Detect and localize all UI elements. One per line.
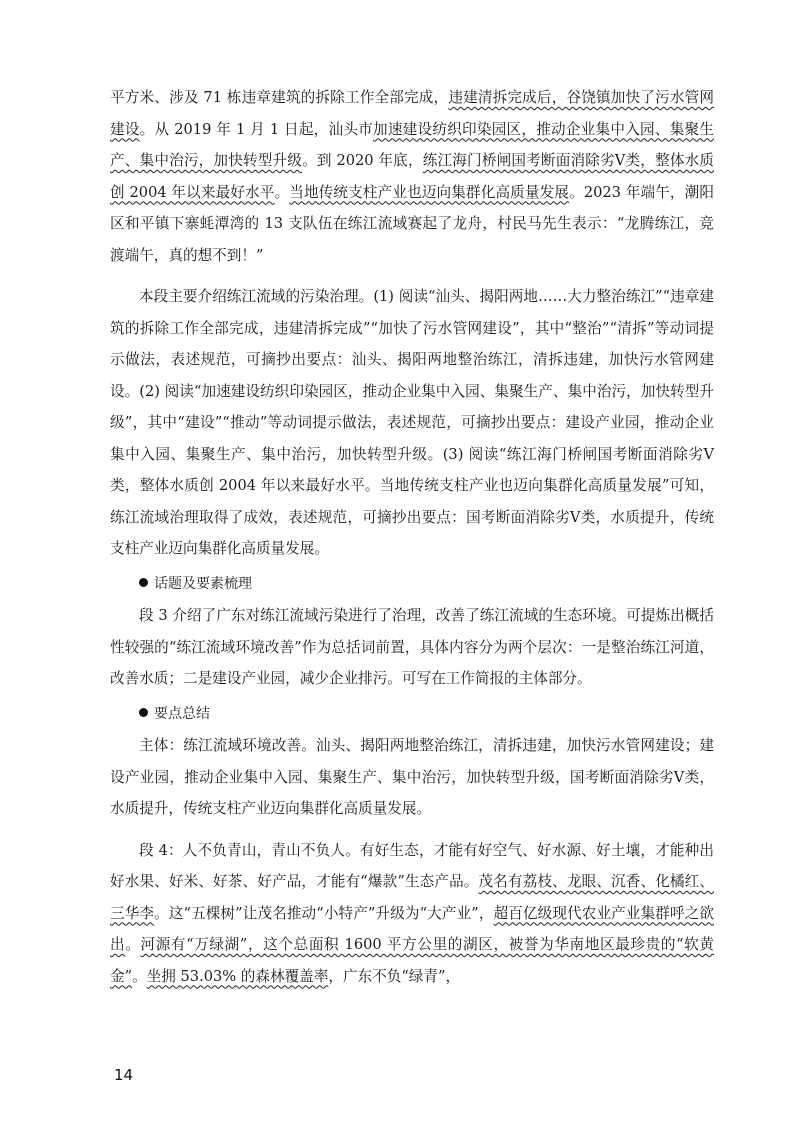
section-heading-topic: [110, 569, 714, 601]
text-run: 。从 2019 年 1 月 1 日起，汕头市: [139, 120, 374, 138]
heading-text: 话题及要素梳理: [154, 575, 252, 592]
summary-paragraph: 主体：练江流域环境改善。汕头、揭阳两地整治练江，清拆违建，加快污水管网建设；建设产业园，推动企业集中入园、集聚生产、集中治污，加快转型升级，国考断面消除劣Ⅴ类，水质提升，传统支柱产业迈向集群化高质量发展。: [110, 737, 714, 817]
text-run: ，广东不负“绿青”，: [328, 967, 461, 985]
text-run: 。: [132, 967, 147, 985]
bullet-dot-icon: [139, 578, 148, 587]
analysis-paragraph: 本段主要介绍练江流域的污染治理。(1) 阅读“汕头、揭阳两地……大力整治练江”“违章建筑的拆除工作全部完成，违建清拆完成”“加快了污水管网建设”，其中“整治”“清拆”等动词提示做法，表述规范，可摘抄出要点：汕头、揭阳两地整治练江，清拆违建，加快污水管网建设。(2) 阅读“加速建设纺织印染园区，推动企业集中入园、集聚生产、集中治污，加快转型升级”，其中“建设”“推动”等动词提示做法，表述规范，可摘抄出要点：建设产业园，推动企业集中入园、集聚生产、集中治污，加快转型升级。(3) 阅读“练江海门桥闸国考断面消除劣Ⅴ类，整体水质创 2004 年以来最好水平。当地传统支柱产业也迈向集群化高质量发展”可知，练江流域治理取得了成效，表述规范，可摘抄出要点：国考断面消除劣Ⅴ类，水质提升，传统支柱产业迈向集群化高质量发展。: [110, 288, 714, 557]
page-content: [110, 82, 714, 992]
text-run: 。: [125, 936, 141, 953]
text-run: 。到 2020 年底，: [302, 152, 423, 169]
text-run: 。这“五棵树”让茂名推动“小特产”升级为“大产业”，: [154, 904, 494, 922]
wavy-underlined-text: 茂名有荔枝、龙眼、沉香、化橘红、三华李: [110, 873, 714, 922]
page-number: 14: [114, 1066, 134, 1084]
wavy-underlined-text: 违建清拆完成后，谷饶镇加快了污水管网建设: [110, 89, 714, 138]
text-run: 平方米、涉及 71 栋违章建筑的拆除工作全部完成，: [110, 89, 449, 106]
section-heading-summary: [110, 699, 714, 731]
wavy-underlined-text: 坐拥 53.03% 的森林覆盖率: [146, 967, 329, 985]
text-run: 。: [274, 183, 290, 201]
bullet-dot-icon: [139, 708, 148, 717]
wavy-underlined-text: 加速建设纺织印染园区，推动企业集中入园、集聚生产、集中治污，加快转型升级: [110, 120, 714, 169]
paragraph-source-text-4: [110, 835, 714, 993]
text-run: 。2023 年端午，潮阳区和平镇下寨蚝潭湾的 13 支队伍在练江流域赛起了龙舟，村民马先生表示：“龙腾练江，竞渡端午，真的想不到！”: [110, 183, 714, 264]
wavy-underlined-text: 当地传统支柱产业也迈向集群化高质量发展: [289, 183, 570, 201]
topic-paragraph: 段 3 介绍了广东对练江流域污染进行了治理，改善了练江流域的生态环境。可提炼出概括性较强的“练江流域环境改善”作为总括词前置，具体内容分为两个层次：一是整治练江河道，改善水质；二是建设产业园，减少企业排污。可写在工作简报的主体部分。: [110, 607, 714, 687]
heading-text: 要点总结: [154, 705, 210, 722]
text-run: 段 4：人不负青山，青山不负人。有好生态，才能有好空气、好水源、好土壤，才能种出好水果、好米、好茶、好产品，才能有“爆款”生态产品。: [110, 841, 714, 890]
wavy-underlined-text: 河源有“万绿湖”，这个总面积 1600 平方公里的湖区，被誉为华南地区最珍贵的“软黄金”: [110, 936, 714, 985]
paragraph-source-text-3: [110, 82, 714, 271]
wavy-underlined-text: 练江海门桥闸国考断面消除劣Ⅴ类，整体水质创 2004 年以来最好水平: [110, 152, 714, 201]
wavy-underlined-text: 超百亿级现代农业产业集群呼之欲出: [110, 904, 714, 953]
